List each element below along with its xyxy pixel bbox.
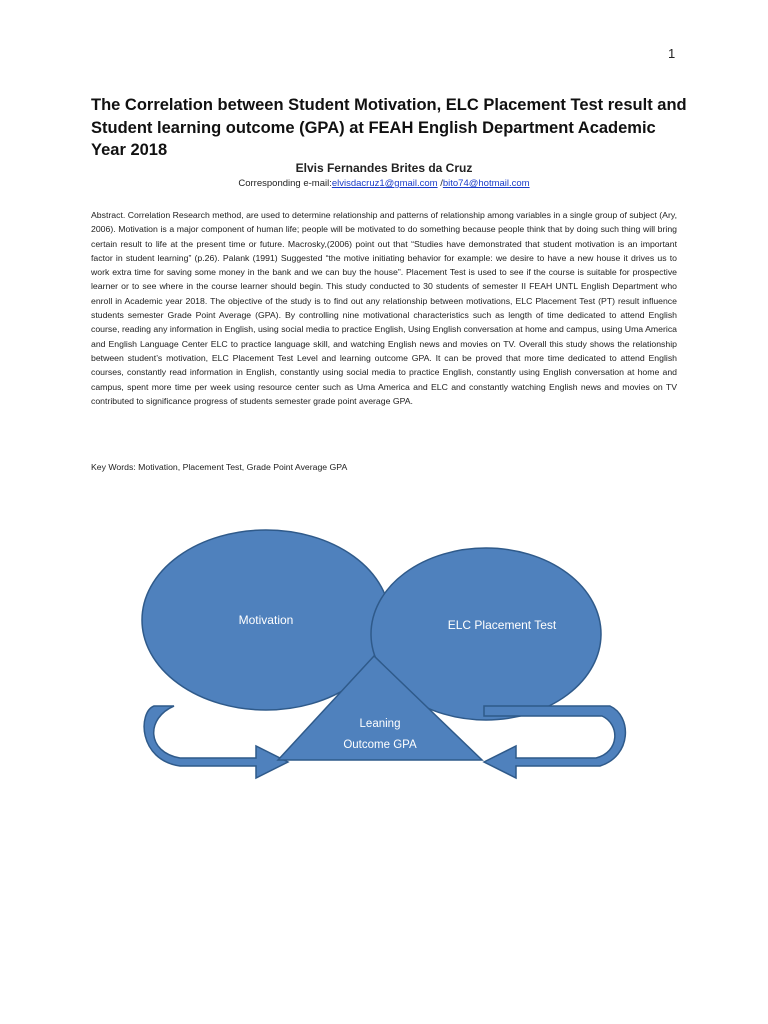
concept-diagram <box>140 520 630 790</box>
email-link-1[interactable]: elvisdacruz1@gmail.com <box>331 178 438 189</box>
outcome-label-line-2: Outcome GPA <box>343 739 417 751</box>
placement-test-label: ELC Placement Test <box>447 618 557 632</box>
abstract-paragraph: Abstract. Correlation Research method, are used to determine relationship and patterns of relationship among variables in a single group of subject (Ary, 2006). Motivation is a major component of human life; people will be motivated to do something because people think that by doing such thing will bring certain result to life at the present time or future. Macrosky,(2006) point out that “Studies have demonstrated that student motivation is an important factor in student learning” (p.26). Palank (1991) Suggested “the motive initiating behavior for example: we desire to have a new house it drives us to work extra time for saving some money in the bank and we can buy the house”. Placement Test is used to see if the course is suitable for prospective learner or to see where in the course learner should begin. This study conducted to 30 students of semester II FEAH UNTL English Department who enroll in Academic year 2018. The objective of the study is to find out any relationship between motivations, ELC Placement Test (PT) result influence students semester Grade Point Average (GPA). By controlling nine motivational characteristics such as length of time dedicated to attend English course, reading any information in English, using social media to practice English, Using English conversation at home and campus, using Uma America and English Language Center ELC to practice language skill, and watching English news and movies on TV. Overall this study shows the relationship between student’s motivation, ELC Placement Test Level and learning outcome GPA. It can be proved that more time dedicated to attend English courses, constantly read information in English, constantly using social media to practice English, constantly using English conversation at home and campus, spent more time per week using resource center such as Uma America and ELC and constantly watching English news and movies on TV contributed to significance progress of students semester grade point average GPA. <box>91 210 677 406</box>
motivation-label: Motivation <box>238 613 294 627</box>
email-link-2[interactable]: bito74@hotmail.com <box>442 178 530 189</box>
outcome-label-line-1: Leaning <box>359 718 401 730</box>
page-number: 1 <box>668 46 676 61</box>
paper-title: The Correlation between Student Motivation, ELC Placement Test result and Student learning outcome (GPA) at FEAH English Department Academic Year 2018 <box>91 96 687 159</box>
keywords-line: Key Words: Motivation, Placement Test, Grade Point Average GPA <box>91 462 348 472</box>
email-separator: / <box>437 178 443 189</box>
author-name: Elvis Fernandes Brites da Cruz <box>295 161 473 175</box>
email-label: Corresponding e-mail: <box>238 178 332 189</box>
left-cycle-arrow <box>144 706 288 778</box>
corresponding-email-line <box>0 178 768 189</box>
